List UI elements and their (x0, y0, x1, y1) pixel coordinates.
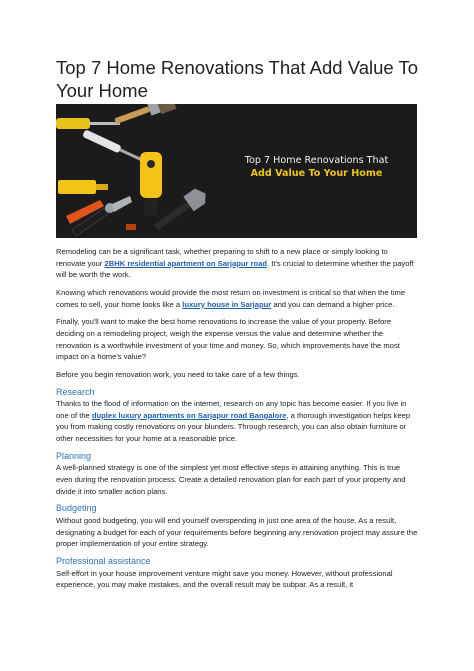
hero-caption-line1: Top 7 Home Renovations That (244, 155, 389, 166)
heading-professional-assistance: Professional assistance (56, 555, 151, 566)
article-body (56, 246, 418, 597)
paragraph-text: Remodeling can be a significant task, whether preparing to shift to a new place or simply looking to renovate your (56, 247, 388, 268)
paragraph-text: Knowing which renovations would provide the most return on investment is critical so that when the time comes to sell, your home looks like a (56, 287, 406, 309)
paragraph-roi (56, 287, 418, 310)
paragraph-budgeting: Without good budgeting, you will end yourself overspending in just one area of the house. As a result, designating a budget for each of your requirements before beginning any renovation project may assure the proper implementation of your entire strategy. (56, 516, 418, 549)
paragraph-before-begin: Before you begin renovation work, you need to take care of a few things. (56, 369, 300, 379)
link-2bhk-apartment[interactable]: 2BHK residential apartment on Sarjapur road (104, 258, 268, 268)
heading-budgeting: Budgeting (56, 503, 97, 514)
paragraph-text: . It's crucial to determine whether the payoff will be worth the work. (56, 258, 414, 280)
heading-planning: Planning (56, 450, 92, 461)
paragraph-research (56, 398, 418, 444)
tool-fragment-graphic (126, 224, 136, 230)
hero-image (56, 104, 417, 238)
paragraph-professional-assistance: Self-effort in your house improvement venture might save you money. However, without professional experience, you may make mistakes, and the overall result may be subpar. As a result, it (56, 568, 393, 590)
hero-caption (216, 154, 417, 180)
paragraph-text: Thanks to the flood of information on the internet, research on any topic has become easier. If you live in one of the (56, 399, 407, 420)
link-luxury-house[interactable]: luxury house in Sarjapur (182, 299, 272, 309)
heading-research: Research (56, 386, 95, 397)
paragraph-text: , a thorough investigation helps keep you from making costly renovations on your blunders. Through research, you can also obtain furniture or other necessities for your home at a reasonable price. (56, 410, 411, 444)
link-duplex-apartments[interactable]: duplex luxury apartments on Sarjapur road Bangalore (91, 410, 287, 420)
document-title: Top 7 Home Renovations That Add Value To Your Home (56, 57, 419, 101)
hero-caption-line2: Add Value To Your Home (250, 168, 383, 179)
paragraph-value: Finally, you'll want to make the best home renovations to increase the value of your property. Before deciding on a remodeling project, weigh the expense versus the value and determine whether the renovation is a worthwhile investment of your time and money. So, which improvements have the most impact on a home's value? (56, 317, 400, 362)
paragraph-text: and you can demand a higher price. (271, 299, 395, 309)
paragraph-intro (56, 246, 418, 281)
paragraph-planning: A well-planned strategy is one of the simplest yet most effective steps in attaining anything. This is true even during the renovation process. Create a detailed renovation plan for each part of your property and divide it into smaller action plans. (56, 463, 406, 496)
